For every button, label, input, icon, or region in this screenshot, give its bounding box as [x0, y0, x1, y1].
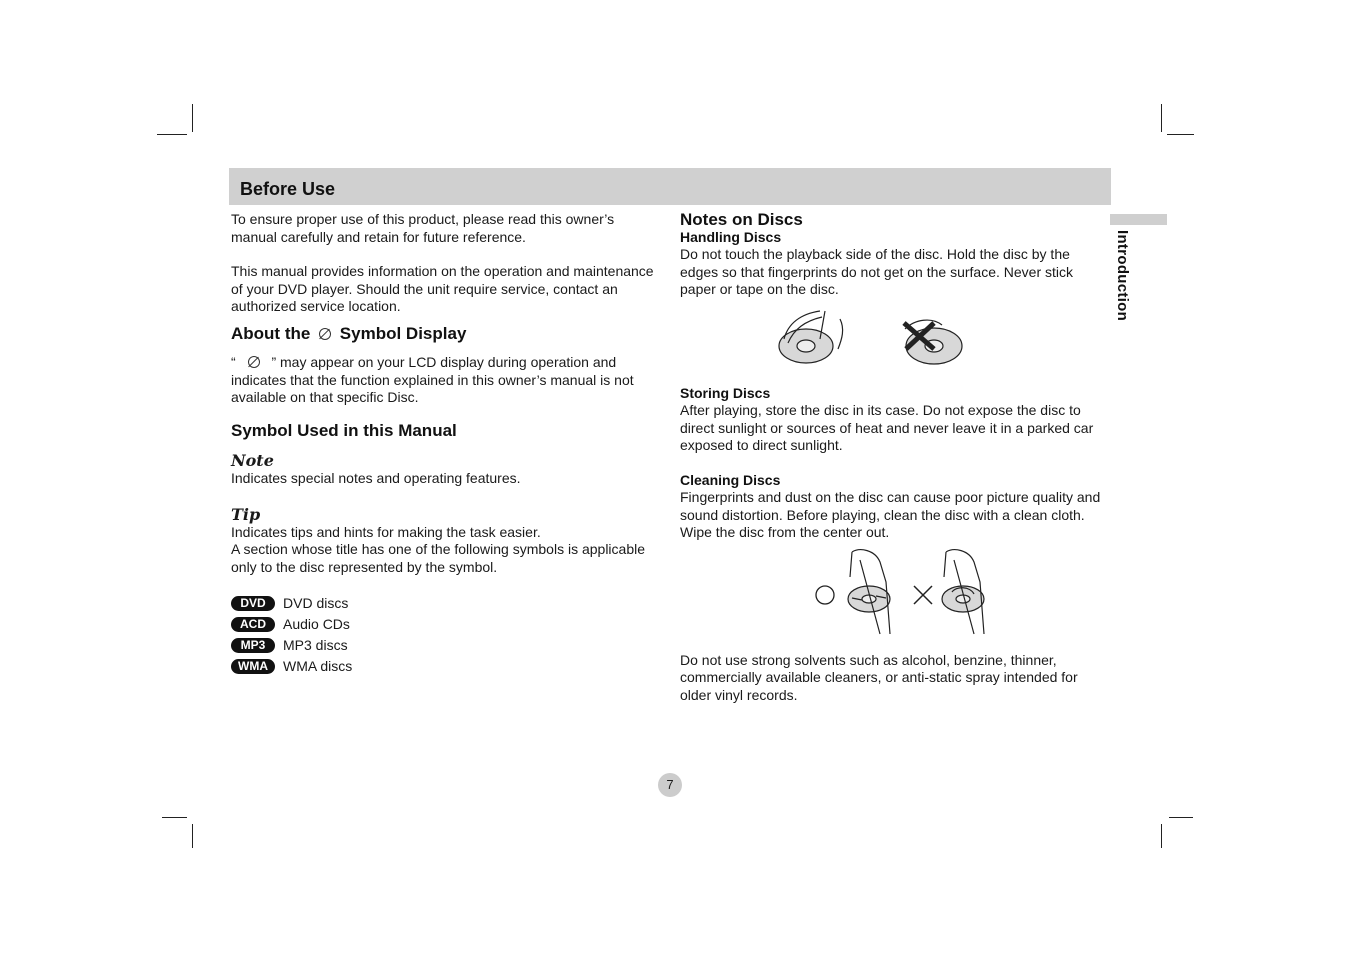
crop-mark: [162, 817, 187, 818]
list-item: [231, 614, 661, 635]
page-title: Before Use: [240, 179, 336, 199]
right-column: [680, 211, 1110, 704]
wma-badge: WMA: [231, 659, 275, 674]
crop-mark: [1167, 134, 1194, 135]
disc-handling-illustration: [680, 299, 1110, 385]
cleaning-discs-title: Cleaning Discs: [680, 471, 781, 488]
intro-paragraph: To ensure proper use of this product, please read this owner’s manual carefully and retain for future reference.: [231, 211, 615, 245]
tip-text: A section whose title has one of the following symbols is applicable only to the disc represented by the symbol.: [231, 541, 646, 575]
notes-on-discs-heading: Notes on Discs: [680, 210, 803, 229]
prohibited-symbol-icon: [319, 328, 331, 340]
storing-discs-text: After playing, store the disc in its case. Do not expose the disc to direct sunlight or sources of heat and never leave it in a parked car exposed to direct sunlight.: [680, 402, 1094, 453]
text: “: [231, 354, 236, 370]
about-symbol-text: [231, 354, 661, 407]
heading-text: Symbol Display: [339, 323, 467, 343]
tip-title: Tip: [231, 505, 261, 524]
list-item: [231, 635, 661, 656]
intro-paragraph: This manual provides information on the operation and maintenance of your DVD player. Should the unit require service, contact an authorized service location.: [231, 263, 654, 314]
symbol-used-heading: Symbol Used in this Manual: [231, 420, 457, 440]
about-symbol-heading: [231, 325, 661, 343]
disc-cleaning-illustration: [680, 542, 1110, 646]
section-title-bar: [229, 168, 1111, 205]
crop-mark: [1169, 817, 1193, 818]
note-text: Indicates special notes and operating features.: [231, 469, 521, 486]
cleaning-discs-text: Fingerprints and dust on the disc can cause poor picture quality and sound distortion. Before playing, clean the disc with a clean cloth. Wipe the disc from the center out.: [680, 489, 1101, 540]
page-number: 7: [658, 773, 682, 797]
dvd-badge: DVD: [231, 596, 275, 611]
correct-hold-disc-icon: [779, 311, 843, 363]
crop-mark: [1161, 104, 1162, 132]
badge-label: MP3 discs: [283, 636, 348, 653]
storing-discs-title: Storing Discs: [680, 384, 771, 401]
tip-text: Indicates tips and hints for making the task easier.: [231, 523, 541, 540]
incorrect-hold-disc-icon: [904, 320, 962, 364]
note-title: Note: [231, 451, 274, 470]
disc-symbol-list: [231, 593, 661, 677]
heading-text: About the: [231, 323, 311, 343]
disc-cleaning-drawing: [680, 542, 1110, 646]
circular-wipe-disc-icon: [942, 549, 984, 633]
list-item: [231, 593, 661, 614]
badge-label: Audio CDs: [283, 615, 350, 632]
crop-mark: [192, 824, 193, 848]
badge-label: DVD discs: [283, 594, 349, 611]
correct-circle-icon: [816, 586, 834, 604]
crop-mark: [1161, 824, 1162, 848]
side-tab-marker: [1110, 214, 1167, 225]
list-item: [231, 656, 661, 677]
solvents-warning-text: Do not use strong solvents such as alcohol, benzine, thinner, commercially available cleaners, or anti-static spray intended for older vinyl records.: [680, 651, 1078, 703]
crop-mark: [192, 104, 193, 132]
badge-label: WMA discs: [283, 657, 353, 674]
mp3-badge: MP3: [231, 638, 275, 653]
disc-handling-drawing: [680, 299, 1110, 385]
incorrect-cross-icon: [914, 586, 932, 604]
handling-discs-title: Handling Discs: [680, 228, 782, 245]
prohibited-symbol-icon: [248, 356, 260, 368]
crop-mark: [157, 134, 187, 135]
handling-discs-text: Do not touch the playback side of the disc. Hold the disc by the edges so that fingerprints do not get on the surface. Never stick paper or tape on the disc.: [680, 246, 1073, 297]
left-column: [231, 211, 661, 677]
clean-center-out-disc-icon: [848, 549, 890, 633]
side-tab-label: Introduction: [1114, 230, 1131, 322]
text: ” may appear on your LCD display during operation and indicates that the function explained in this owner’s manual is not available on that specific Disc.: [231, 354, 634, 405]
acd-badge: ACD: [231, 617, 275, 632]
